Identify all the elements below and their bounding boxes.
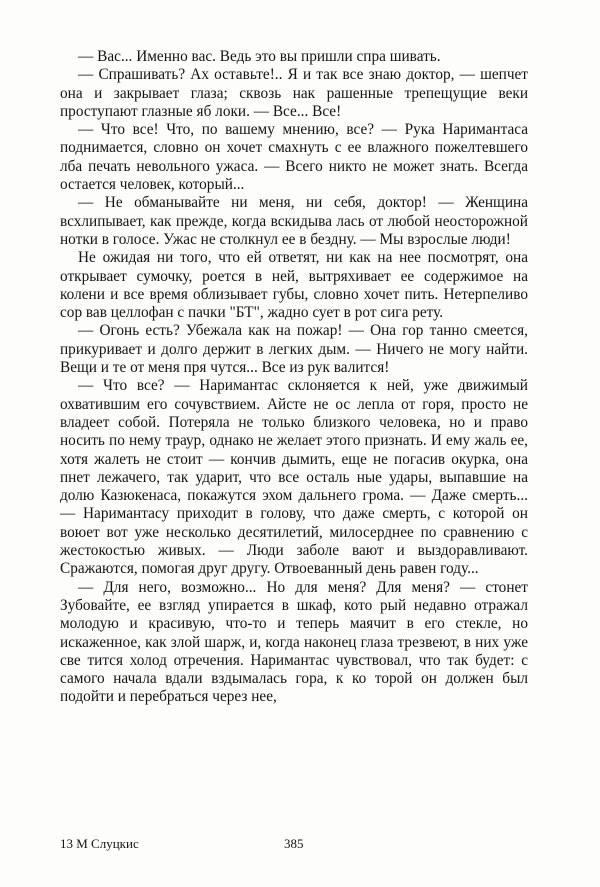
paragraph: — Что все? — Наримантас склоняется к ней, уже движимый охватившим его сочувствием. Айсте не ос лепла от горя, просто не владеет собой. Потеряла не только близкого человека, но и право носить по нему траур, однако не желает этого признать. И ему жаль ее, хотя жалеть не стоит — кончив дымить, еще не погасив окурка, она пнет лежачего, так ударит, что все осталь ные удары, выпавшие на долю Казюкенаса, покажутся эхом дальнего грома. — Даже смерть... — Наримантасу приходит в голову, что даже смерть, с которой он воюет вот уже несколько десятилетий, милосерднее по сравнению с жестокостью живых. — Люди заболе вают и выздоравливают. Сражаются, помогая друг другу. Отвоеванный день равен году...	[60, 377, 528, 578]
paragraph: — Спрашивать? Ах оставьте!.. Я и так все знаю доктор, — шепчет она и закрывает глаза; сквозь нак рашенные трепещущие веки проступают глазные яб локи. — Все... Все!	[60, 66, 528, 120]
paragraph: — Огонь есть? Убежала как на пожар! — Она гор танно смеется, прикуривает и долго держит в легких дым. — Ничего не могу найти. Вещи и те от меня пря чутся... Все из рук валится!	[60, 322, 528, 377]
paragraph: — Вас... Именно вас. Ведь это вы пришли спра шивать.	[78, 48, 441, 65]
paragraph: Не ожидая ни того, что ей ответят, ни как на нее посмотрят, она открывает сумочку, роется в ней, вытряхивает ее содержимое на колени и все время облизывает губы, словно хочет пить. Нетерпеливо сор вав целлофан с пачки "БТ", жадно сует в рот сига рету.	[60, 249, 528, 322]
body-text	[60, 48, 528, 707]
paragraph: — Не обманывайте ни меня, ни себя, доктор! — Женщина всхлипывает, как прежде, когда вскидыва лась от любой неосторожной нотки в голосе. Ужас не столкнул ее в бездну. — Мы взрослые люди!	[60, 194, 528, 248]
page-number: 385	[284, 836, 304, 851]
printer-signature: 13 М Слуцкис	[60, 836, 139, 851]
paragraph: — Что все! Что, по вашему мнению, все? — Рука Наримантаса поднимается, словно он хочет смахнуть с ее влажного пожелтевшего лба печать невольного ужаса. — Всего никто не может знать. Всегда остается человек, который...	[60, 121, 528, 194]
page-footer	[60, 836, 528, 856]
paragraph: — Для него, возможно... Но для меня? Для меня? — стонет Зубовайте, ее взгляд упирается в шкаф, кото рый недавно отражал молодую и красивую, что-то и теперь маячит в его стекле, но искаженное, как злой шарж, и, когда наконец глаза трезвеют, в них уже све тится холод отречения. Наримантас чувствовал, что так будет: с самого начала вдали вздымалась гора, к ко торой он должен был подойти и перебраться через нее,	[60, 578, 528, 706]
